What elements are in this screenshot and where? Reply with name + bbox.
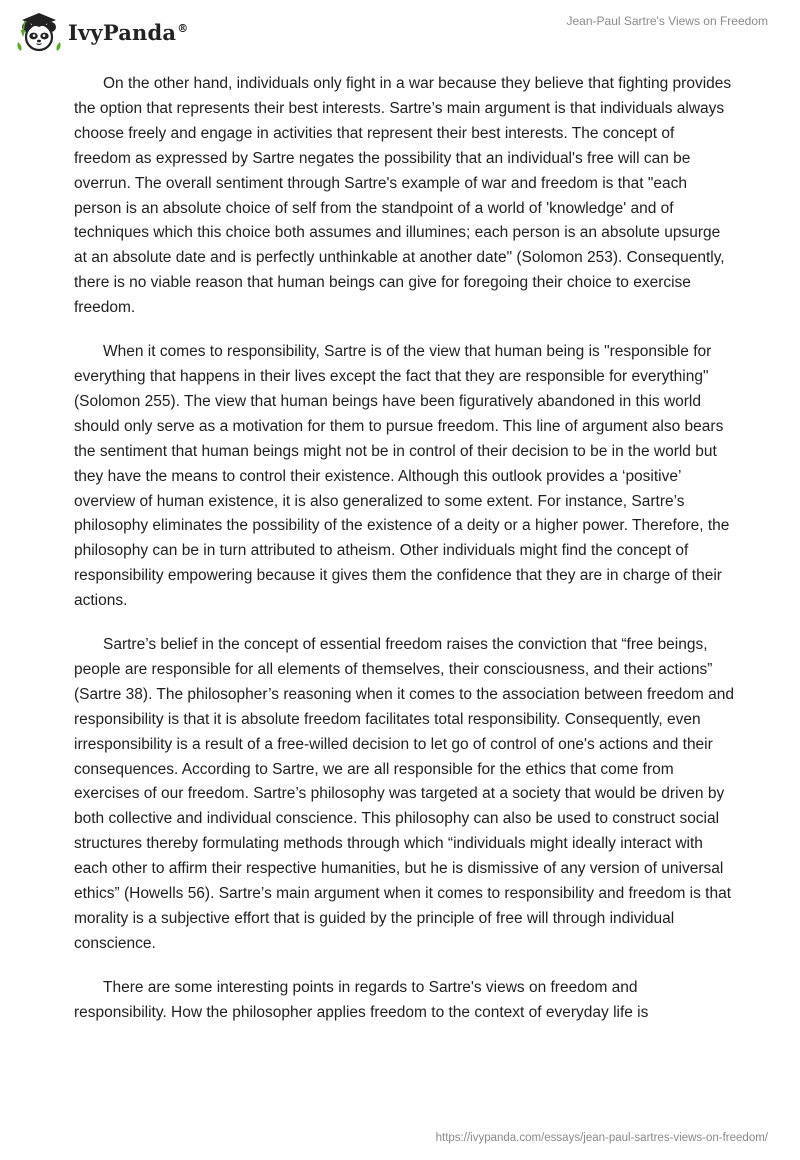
- page-header: [0, 0, 800, 60]
- panda-graduate-icon: [14, 10, 64, 54]
- ivypanda-logo[interactable]: [14, 10, 188, 54]
- paragraph: Sartre’s belief in the concept of essential freedom raises the conviction that “free beings, people are responsible for all elements of themselves, their consciousness, and their actions” (Sartre 38). The philosopher’s reasoning when it comes to the association between freedom and responsibility is that it is absolute freedom facilitates total responsibility. Consequently, even irresponsibility is a result of a free-willed decision to let go of control of one's actions and their consequences. According to Sartre, we are all responsible for the ethics that come from exercises of our freedom. Sartre’s philosophy was targeted at a society that would be driven by both collective and individual conscience. This philosophy can also be used to construct social structures thereby formulating methods through which “individuals might ideally interact with each other to affirm their respective humanities, but he is dismissive of any version of universal ethics” (Howells 56). Sartre’s main argument when it comes to responsibility and freedom is that morality is a subjective effort that is guided by the principle of free will through individual conscience.: [74, 636, 734, 952]
- paragraph: On the other hand, individuals only fight in a war because they believe that fighting provides the option that represents their best interests. Sartre’s main argument is that individuals always choose freely and engage in activities that represent their best interests. The concept of freedom as expressed by Sartre negates the possibility that an individual's free will can be overrun. The overall sentiment through Sartre's example of war and freedom is that "each person is an absolute choice of self from the standpoint of a world of 'knowledge' and of techniques which this choice both assumes and illumines; each person is an absolute upsurge at an absolute date and is perfectly unthinkable at another date" (Solomon 253). Consequently, there is no viable reason that human beings can give for foregoing their choice to exercise freedom.: [74, 75, 732, 317]
- essay-body: [74, 72, 734, 1045]
- source-url[interactable]: https://ivypanda.com/essays/jean-paul-sartres-views-on-freedom/: [435, 1132, 768, 1144]
- document-title: Jean-Paul Sartre's Views on Freedom: [566, 14, 768, 28]
- paragraph: There are some interesting points in regards to Sartre's views on freedom and responsibility. How the philosopher applies freedom to the context of everyday life is: [74, 978, 649, 1021]
- registered-mark: ®: [177, 21, 189, 35]
- brand-name: IvyPanda®: [68, 19, 189, 45]
- paragraph: When it comes to responsibility, Sartre is of the view that human being is "responsible for everything that happens in their lives except the fact that they are responsible for everything" (Solomon 255). The view that human beings have been figuratively abandoned in this world should only serve as a motivation for them to pursue freedom. This line of argument also bears the sentiment that human beings might not be in control of their decision to be in the world but they have the means to control their existence. Although this outlook provides a ‘positive’ overview of human existence, it is also generalized to some extent. For instance, Sartre’s philosophy eliminates the possibility of the existence of a deity or a higher power. Therefore, the philosophy can be in turn attributed to atheism. Other individuals might find the concept of responsibility empowering because it gives them the confidence that they are in charge of their actions.: [74, 343, 730, 610]
